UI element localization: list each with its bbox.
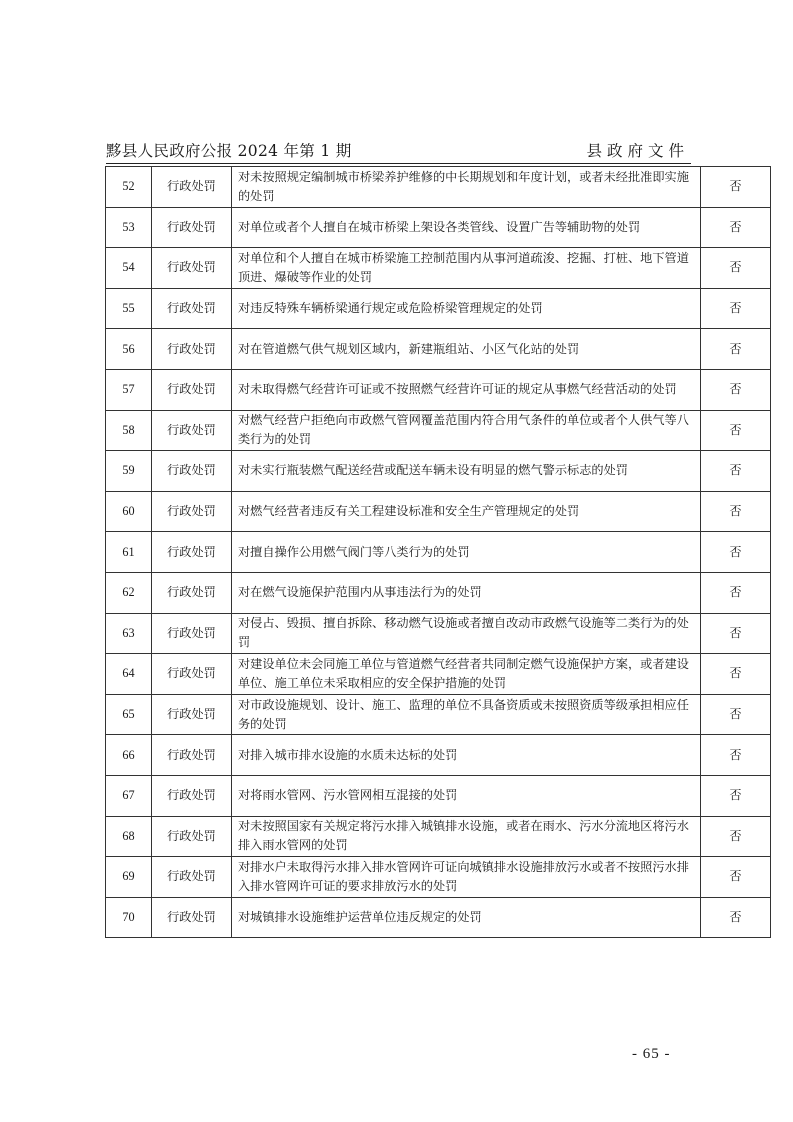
row-type: 行政处罚 (152, 451, 232, 492)
table-row (106, 329, 771, 370)
section-title: 县政府文件 (586, 142, 689, 160)
row-type: 行政处罚 (152, 207, 232, 248)
row-type: 行政处罚 (152, 654, 232, 695)
table-row (106, 369, 771, 410)
row-number: 70 (106, 897, 152, 938)
row-description: 对市政设施规划、设计、施工、监理的单位不具备资质或未按照资质等级承担相应任务的处罚 (232, 694, 701, 735)
row-number: 57 (106, 369, 152, 410)
row-number: 59 (106, 451, 152, 492)
row-type: 行政处罚 (152, 167, 232, 208)
row-description: 对未实行瓶装燃气配送经营或配送车辆未设有明显的燃气警示标志的处罚 (232, 451, 701, 492)
row-type: 行政处罚 (152, 816, 232, 857)
table-row (106, 857, 771, 898)
row-number: 64 (106, 654, 152, 695)
row-description: 对城镇排水设施维护运营单位违反规定的处罚 (232, 897, 701, 938)
row-number: 62 (106, 572, 152, 613)
table-row (106, 532, 771, 573)
row-type: 行政处罚 (152, 694, 232, 735)
row-flag: 否 (701, 897, 771, 938)
table-row (106, 654, 771, 695)
row-description: 对未按照规定编制城市桥梁养护维修的中长期规划和年度计划，或者未经批准即实施的处罚 (232, 167, 701, 208)
row-number: 67 (106, 775, 152, 816)
row-description: 对建设单位未会同施工单位与管道燃气经营者共同制定燃气设施保护方案，或者建设单位、施工单位未采取相应的安全保护措施的处罚 (232, 654, 701, 695)
table-row (106, 491, 771, 532)
row-flag: 否 (701, 532, 771, 573)
row-flag: 否 (701, 491, 771, 532)
row-flag: 否 (701, 857, 771, 898)
table-row (106, 451, 771, 492)
row-flag: 否 (701, 410, 771, 451)
table-row (106, 613, 771, 654)
row-flag: 否 (701, 248, 771, 289)
row-number: 69 (106, 857, 152, 898)
row-flag: 否 (701, 816, 771, 857)
row-number: 58 (106, 410, 152, 451)
row-description: 对燃气经营者违反有关工程建设标准和安全生产管理规定的处罚 (232, 491, 701, 532)
table-body (106, 167, 771, 938)
row-flag: 否 (701, 775, 771, 816)
row-type: 行政处罚 (152, 572, 232, 613)
row-flag: 否 (701, 207, 771, 248)
row-description: 对违反特殊车辆桥梁通行规定或危险桥梁管理规定的处罚 (232, 288, 701, 329)
row-description: 对单位或者个人擅自在城市桥梁上架设各类管线、设置广告等辅助物的处罚 (232, 207, 701, 248)
row-number: 66 (106, 735, 152, 776)
table-row (106, 775, 771, 816)
row-number: 63 (106, 613, 152, 654)
row-description: 对在燃气设施保护范围内从事违法行为的处罚 (232, 572, 701, 613)
row-type: 行政处罚 (152, 288, 232, 329)
gazette-title: 黟县人民政府公报 2024 年第 1 期 (106, 142, 352, 160)
row-number: 68 (106, 816, 152, 857)
row-number: 52 (106, 167, 152, 208)
row-description: 对排水户未取得污水排入排水管网许可证向城镇排水设施排放污水或者不按照污水排入排水管网许可证的要求排放污水的处罚 (232, 857, 701, 898)
page-number: - 65 - (632, 1046, 671, 1062)
row-flag: 否 (701, 329, 771, 370)
table-row (106, 207, 771, 248)
row-type: 行政处罚 (152, 369, 232, 410)
row-flag: 否 (701, 167, 771, 208)
row-description: 对将雨水管网、污水管网相互混接的处罚 (232, 775, 701, 816)
row-flag: 否 (701, 288, 771, 329)
row-flag: 否 (701, 613, 771, 654)
row-description: 对擅自操作公用燃气阀门等八类行为的处罚 (232, 532, 701, 573)
row-number: 56 (106, 329, 152, 370)
row-type: 行政处罚 (152, 532, 232, 573)
row-type: 行政处罚 (152, 248, 232, 289)
table-row (106, 816, 771, 857)
row-number: 54 (106, 248, 152, 289)
row-description: 对未取得燃气经营许可证或不按照燃气经营许可证的规定从事燃气经营活动的处罚 (232, 369, 701, 410)
row-type: 行政处罚 (152, 410, 232, 451)
row-description: 对单位和个人擅自在城市桥梁施工控制范围内从事河道疏浚、挖掘、打桩、地下管道顶进、爆破等作业的处罚 (232, 248, 701, 289)
row-description: 对排入城市排水设施的水质未达标的处罚 (232, 735, 701, 776)
row-type: 行政处罚 (152, 857, 232, 898)
row-description: 对侵占、毁损、擅自拆除、移动燃气设施或者擅自改动市政燃气设施等二类行为的处罚 (232, 613, 701, 654)
header-rule (106, 163, 691, 164)
row-flag: 否 (701, 654, 771, 695)
table-row (106, 897, 771, 938)
table-row (106, 248, 771, 289)
table-row (106, 694, 771, 735)
row-flag: 否 (701, 451, 771, 492)
table-row (106, 572, 771, 613)
row-number: 55 (106, 288, 152, 329)
row-number: 61 (106, 532, 152, 573)
row-flag: 否 (701, 735, 771, 776)
row-description: 对未按照国家有关规定将污水排入城镇排水设施，或者在雨水、污水分流地区将污水排入雨水管网的处罚 (232, 816, 701, 857)
row-number: 65 (106, 694, 152, 735)
row-number: 53 (106, 207, 152, 248)
table-row (106, 167, 771, 208)
row-flag: 否 (701, 694, 771, 735)
row-description: 对燃气经营户拒绝向市政燃气管网覆盖范围内符合用气条件的单位或者个人供气等八类行为的处罚 (232, 410, 701, 451)
row-number: 60 (106, 491, 152, 532)
penalty-table (105, 166, 771, 938)
row-type: 行政处罚 (152, 735, 232, 776)
row-type: 行政处罚 (152, 897, 232, 938)
row-description: 对在管道燃气供气规划区域内，新建瓶组站、小区气化站的处罚 (232, 329, 701, 370)
table-row (106, 288, 771, 329)
table-row (106, 410, 771, 451)
row-flag: 否 (701, 572, 771, 613)
table-row (106, 735, 771, 776)
page-header (106, 139, 691, 163)
row-type: 行政处罚 (152, 613, 232, 654)
row-type: 行政处罚 (152, 775, 232, 816)
row-type: 行政处罚 (152, 491, 232, 532)
row-type: 行政处罚 (152, 329, 232, 370)
row-flag: 否 (701, 369, 771, 410)
